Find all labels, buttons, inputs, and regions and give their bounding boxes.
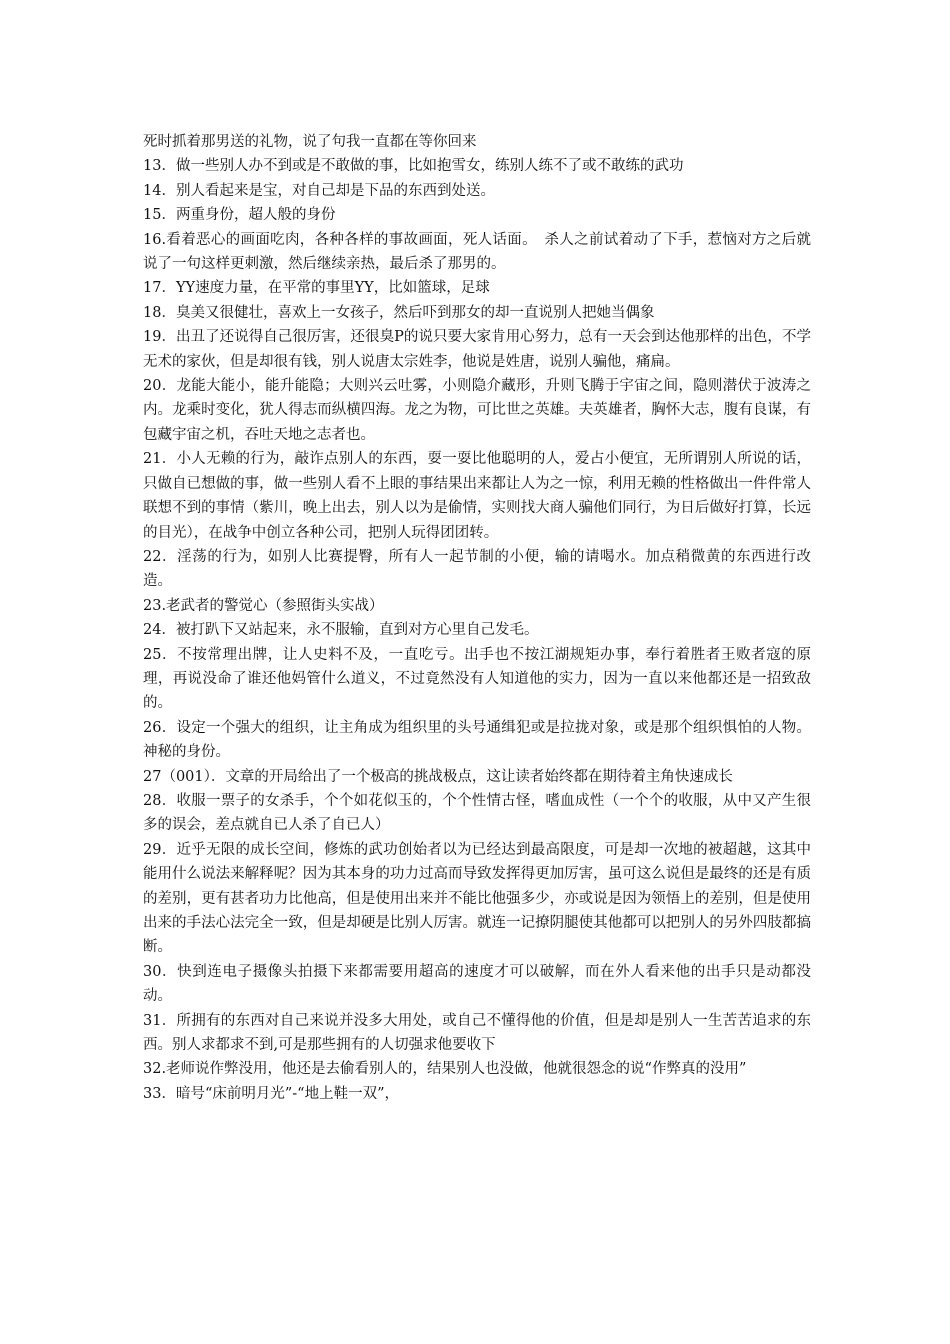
paragraph-12-continuation: 死时抓着那男送的礼物，说了句我一直都在等你回来 bbox=[143, 134, 477, 150]
paragraph-18: 18．臭美又很健壮，喜欢上一女孩子，然后吓到那女的却一直说别人把她当偶象 bbox=[143, 304, 655, 321]
paragraph-31: 31．所拥有的东西对自己来说并没多大用处，或自己不懂得他的价值，但是却是别人一生苦苦追求的东西。别人求都求不到,可是那些拥有的人切强求他要收下 bbox=[143, 1012, 811, 1054]
paragraph-15: 15．两重身份，超人般的身份 bbox=[143, 207, 336, 224]
paragraph-29: 29．近乎无限的成长空间，修炼的武功创始者以为已经达到最高限度，可是却一次地的被超越，这其中能用什么说法来解释呢？因为其本身的功力过高而导致发挥得更加厉害，虽可这么说但是最终的还是有质的差别，更有甚者功力比他高，但是使用出来并不能比他强多少，亦或说是因为领悟上的差别，但是使用出来的手法心法完全一致，但是却硬是比别人厉害。就连一记撩阴腿使其他都可以把别人的另外四肢都搞断。 bbox=[143, 841, 811, 956]
paragraph-27: 27（001）．文章的开局给出了一个极高的挑战极点，这让读者始终都在期待着主角快速成长 bbox=[143, 768, 733, 785]
paragraph-13: 13．做一些别人办不到或是不敢做的事，比如抱雪女，练别人练不了或不敢练的武功 bbox=[143, 158, 684, 175]
paragraph-25: 25．不按常理出牌，让人史料不及，一直吃亏。出手也不按江湖规矩办事，奉行着胜者王败者寇的原理，再说没命了谁还他妈管什么道义，不过竟然没有人知道他的实力，因为一直以来他都还是一招致敌的。 bbox=[143, 646, 811, 712]
paragraph-22: 22．淫荡的行为，如别人比赛提臀，所有人一起节制的小便，输的请喝水。加点稍微黄的东西进行改造。 bbox=[143, 548, 811, 590]
paragraph-23: 23.老武者的警觉心（参照街头实战） bbox=[143, 597, 384, 614]
paragraph-14: 14．别人看起来是宝，对自己却是下品的东西到处送。 bbox=[143, 182, 495, 199]
paragraph-19: 19．出丑了还说得自己很厉害，还很臭P的说只要大家肯用心努力，总有一天会到达他那样的出色，不学无术的家伙，但是却很有钱，别人说唐太宗姓李，他说是姓唐，说别人骗他，痛扁。 bbox=[143, 329, 811, 370]
paragraph-26: 26．设定一个强大的组织，让主角成为组织里的头号通缉犯或是拉拢对象，或是那个组织惧怕的人物。神秘的身份。 bbox=[143, 719, 811, 761]
paragraph-30: 30．快到连电子摄像头拍摄下来都需要用超高的速度才可以破解，而在外人看来他的出手只是动都没动。 bbox=[143, 963, 811, 1005]
paragraph-17: 17．YY速度力量，在平常的事里YY，比如篮球，足球 bbox=[143, 280, 490, 297]
paragraph-32: 32.老师说作弊没用，他还是去偷看别人的，结果别人也没做，他就很怨念的说“作弊真的没用” bbox=[143, 1061, 747, 1078]
paragraph-16: 16.看着恶心的画面吃肉，各种各样的事故画面，死人话面。 杀人之前试着动了下手，惹恼对方之后就说了一句这样更刺激，然后继续亲热，最后杀了那男的。 bbox=[143, 231, 811, 273]
paragraph-33: 33．暗号“床前明月光”-“地上鞋一双”， bbox=[143, 1085, 400, 1102]
paragraph-20: 20．龙能大能小，能升能隐；大则兴云吐雾，小则隐介藏形，升则飞腾于宇宙之间，隐则潜伏于波涛之内。龙乘时变化，犹人得志而纵横四海。龙之为物，可比世之英雄。夫英雄者，胸怀大志，腹有良谋，有包藏宇宙之机，吞吐天地之志者也。 bbox=[143, 378, 811, 443]
document-body bbox=[143, 130, 811, 1106]
paragraph-21: 21．小人无赖的行为，敲诈点别人的东西，耍一耍比他聪明的人，爱占小便宜，无所谓别人所说的话，只做自已想做的事，做一些别人看不上眼的事结果出来都让人为之一惊，利用无赖的性格做出一件件常人联想不到的事情（紫川，晚上出去，别人以为是偷情，实则找大商人骗他们同行，为日后做好打算，长远的目光），在战争中创立各种公司，把别人玩得团团转。 bbox=[143, 451, 811, 541]
paragraph-24: 24．被打趴下又站起来，永不服输，直到对方心里自己发毛。 bbox=[143, 622, 539, 639]
paragraph-28: 28．收服一票子的女杀手，个个如花似玉的，个个性情古怪，嗜血成性（一个个的收服，从中又产生很多的误会，差点就自已人杀了自已人） bbox=[143, 792, 811, 834]
